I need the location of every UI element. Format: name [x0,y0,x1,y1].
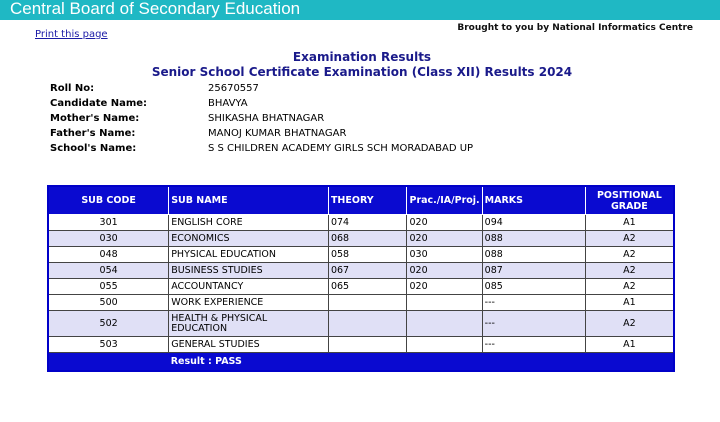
table-row [48,337,674,353]
table-row [48,231,674,247]
theory-marks: 058 [328,247,407,263]
sub-code: 301 [48,215,169,231]
table-row [48,279,674,295]
theory-marks [328,337,407,353]
sub-code: 503 [48,337,169,353]
col-header-theory: THEORY [328,186,407,215]
sub-code: 054 [48,263,169,279]
theory-marks: 067 [328,263,407,279]
mother-name-row [50,111,550,126]
table-header-row [48,186,674,215]
sub-code: 048 [48,247,169,263]
marks-table [47,185,675,372]
total-marks: 088 [482,231,585,247]
prac-marks [407,295,482,311]
total-marks: --- [482,337,585,353]
theory-marks: 068 [328,231,407,247]
site-title: Central Board of Secondary Education [10,0,301,18]
school-name-label: School's Name: [50,143,137,154]
sub-name: PHYSICAL EDUCATION [169,247,329,263]
table-row [48,247,674,263]
result-label: Result : [170,356,212,367]
col-header-prac: Prac./IA/Proj. [407,186,482,215]
grade: A1 [585,215,674,231]
theory-marks [328,295,407,311]
table-row [48,263,674,279]
total-marks: 087 [482,263,585,279]
school-name-row [50,141,550,156]
col-header-grade: POSITIONAL GRADE [585,186,674,215]
sub-name: BUSINESS STUDIES [169,263,329,279]
roll-no-row [50,81,550,96]
sub-name: ECONOMICS [169,231,329,247]
sub-name: GENERAL STUDIES [169,337,329,353]
grade: A2 [585,231,674,247]
mother-name-value: SHIKASHA BHATNAGAR [208,113,325,124]
total-marks: 088 [482,247,585,263]
print-page-link[interactable]: Print this page [35,29,108,40]
sub-name: ACCOUNTANCY [169,279,329,295]
sub-code: 030 [48,231,169,247]
roll-no-value: 25670557 [208,83,259,94]
result-cell [169,353,674,372]
prac-marks: 020 [407,231,482,247]
father-name-value: MANOJ KUMAR BHATNAGAR [208,128,347,139]
mother-name-label: Mother's Name: [50,113,140,124]
prac-marks: 020 [407,215,482,231]
candidate-name-value: BHAVYA [208,98,248,109]
sub-code: 055 [48,279,169,295]
school-name-value: S S CHILDREN ACADEMY GIRLS SCH MORADABAD UP [208,143,474,154]
total-marks: --- [482,311,585,337]
candidate-name-row [50,96,550,111]
sub-code: 500 [48,295,169,311]
col-header-sub-name: SUB NAME [169,186,329,215]
table-row [48,295,674,311]
prac-marks: 020 [407,263,482,279]
theory-marks: 074 [328,215,407,231]
table-row [48,311,674,337]
candidate-info [50,81,550,156]
grade: A2 [585,279,674,295]
grade: A1 [585,337,674,353]
col-header-sub-code: SUB CODE [48,186,169,215]
grade: A2 [585,263,674,279]
father-name-row [50,126,550,141]
table-row [48,215,674,231]
col-header-marks: MARKS [482,186,585,215]
site-header [0,0,720,20]
total-marks: --- [482,295,585,311]
sub-code: 502 [48,311,169,337]
exam-title: Senior School Certificate Examination (Class XII) Results 2024 [151,65,573,79]
prac-marks: 030 [407,247,482,263]
sub-name: WORK EXPERIENCE [169,295,329,311]
results-heading: Examination Results [292,50,432,64]
candidate-name-label: Candidate Name: [50,98,148,109]
result-value: PASS [215,356,242,367]
theory-marks: 065 [328,279,407,295]
father-name-label: Father's Name: [50,128,136,139]
credit-text: Brought to you by National Informatics Centre [457,23,693,33]
total-marks: 085 [482,279,585,295]
result-spacer [48,353,169,372]
prac-marks [407,311,482,337]
grade: A1 [585,295,674,311]
grade: A2 [585,311,674,337]
prac-marks [407,337,482,353]
prac-marks: 020 [407,279,482,295]
result-row [48,353,674,372]
theory-marks [328,311,407,337]
grade: A2 [585,247,674,263]
sub-name: ENGLISH CORE [169,215,329,231]
sub-name: HEALTH & PHYSICAL EDUCATION [169,311,329,337]
roll-no-label: Roll No: [50,83,95,94]
total-marks: 094 [482,215,585,231]
